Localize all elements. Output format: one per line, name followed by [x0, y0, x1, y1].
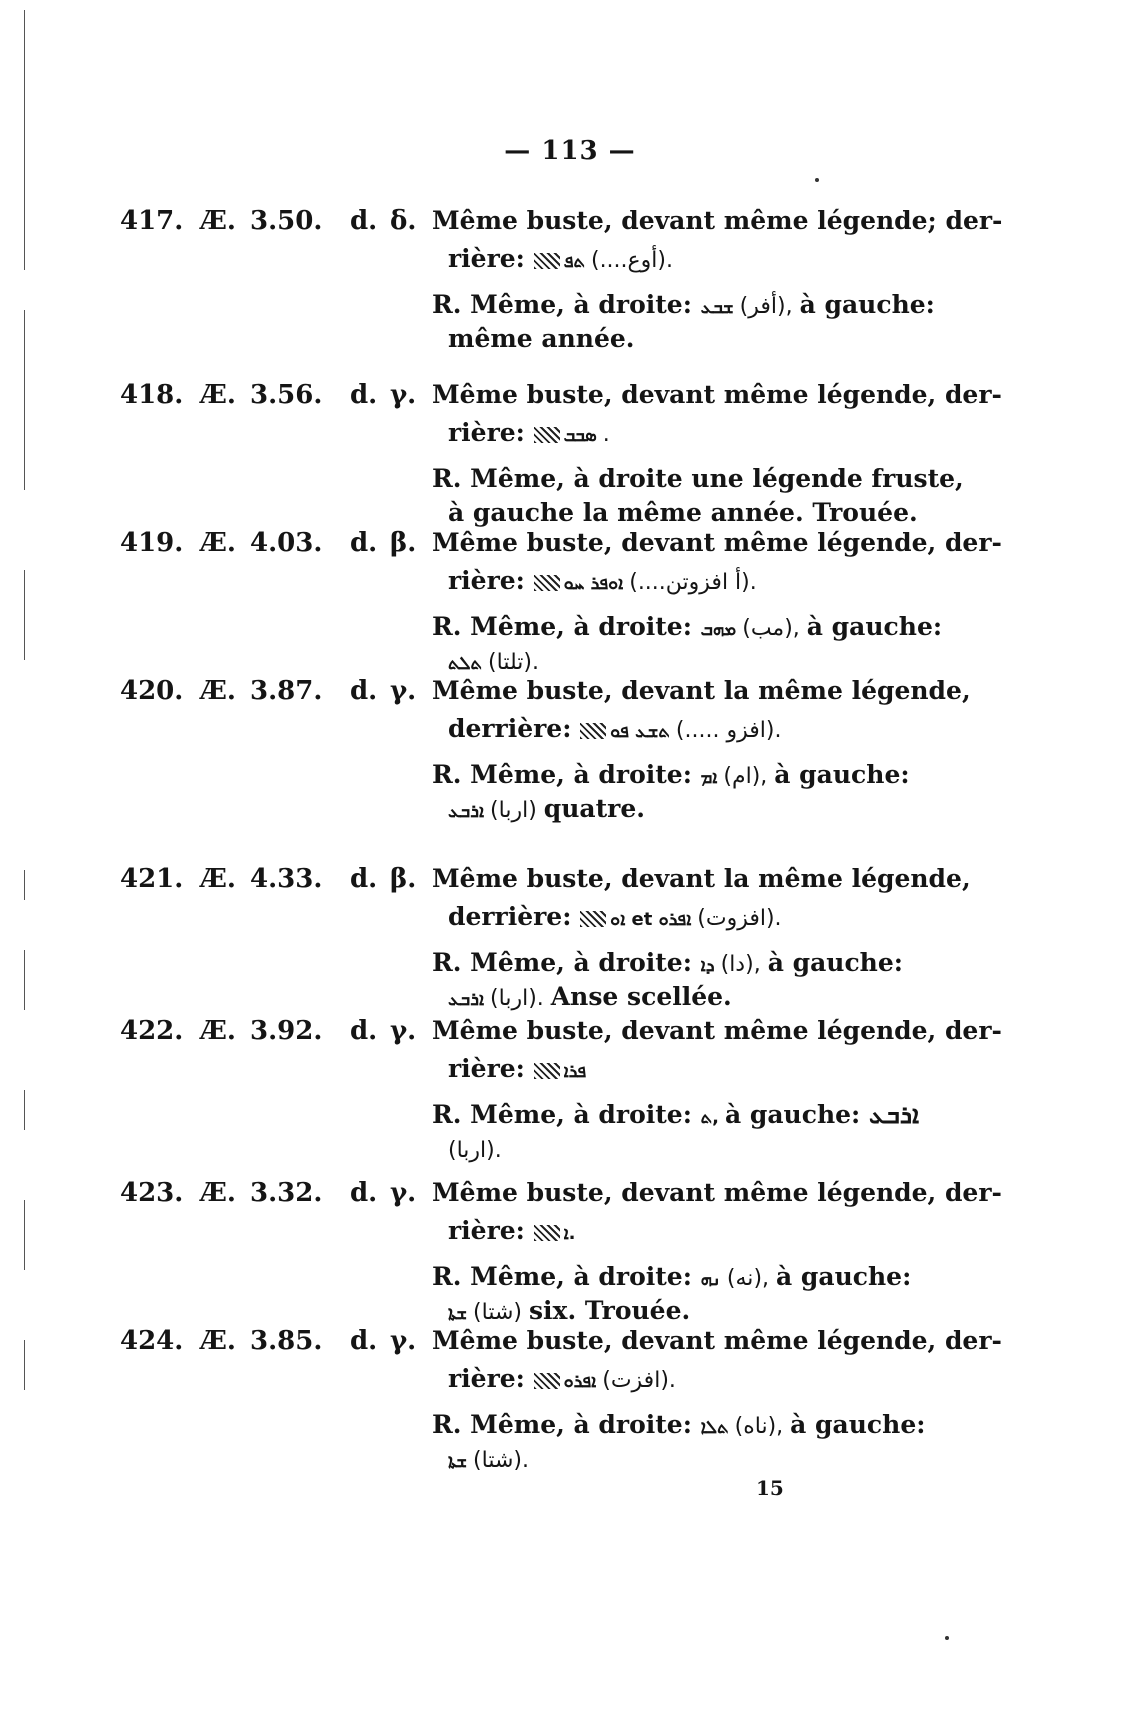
obverse-description: Même buste, devant même légende; der- — [432, 206, 1003, 235]
pahlavi-legend: ܐ. — [563, 1223, 576, 1244]
pahlavi-legend: ܬܦ — [563, 251, 585, 272]
worn-area — [580, 723, 606, 739]
pahlavi-legend: ܡܗܒ — [700, 619, 737, 640]
pahlavi-legend: ܫܒܥ — [700, 297, 734, 318]
metal-abbrev: Æ. — [200, 380, 236, 410]
reverse-description — [432, 464, 964, 493]
reverse-tail: à gauche: — [767, 948, 903, 977]
obverse-label: rière: — [448, 418, 534, 447]
reverse-text: R. Même, à droite: — [432, 1262, 701, 1291]
metal-abbrev: Æ. — [200, 676, 236, 706]
reverse-tail: à gauche: — [806, 612, 943, 641]
reverse-continuation — [448, 324, 635, 353]
pahlavi-legend: ܫܬܐ — [448, 1451, 468, 1472]
coin-weight: 4.33. — [250, 864, 323, 894]
reverse-note: quatre. — [543, 794, 645, 823]
obverse-legend-line — [448, 418, 610, 447]
obverse-description: Même buste, devant même légende, der- — [432, 1178, 1002, 1207]
obverse-label: derrière: — [448, 714, 581, 743]
metal-abbrev: Æ. — [200, 1178, 236, 1208]
reverse-continuation — [448, 1134, 502, 1163]
pahlavi-legend: ܐܘܦܪ ܚܘ — [563, 573, 624, 594]
entry-number: 424. — [120, 1326, 184, 1356]
die-letter: γ. — [390, 380, 417, 410]
reverse-description — [432, 290, 935, 319]
page-number: — 113 — — [504, 136, 636, 166]
entry-number: 420. — [120, 676, 184, 706]
die-letter: β. — [390, 864, 417, 894]
bust-direction: d. — [350, 1016, 378, 1046]
pahlavi-legend: ܫܬܐ — [448, 1303, 468, 1324]
obverse-label: rière: — [448, 1054, 534, 1083]
entry-number: 417. — [120, 206, 184, 236]
arabic-transcription: (ناه), — [734, 1414, 791, 1439]
arabic-transcription: (شتا) — [473, 1300, 529, 1325]
arabic-transcription: (..... افزو). — [675, 718, 782, 743]
reverse-tail: à gauche: — [774, 760, 910, 789]
pahlavi-legend: ܬ, — [700, 1107, 719, 1128]
obverse-description: Même buste, devant la même légende, — [432, 676, 971, 705]
reverse-description — [432, 948, 903, 977]
pahlavi-legend: ܣܒܒ — [563, 425, 597, 446]
obverse-legend-line — [448, 1216, 582, 1245]
reverse-description — [432, 612, 942, 641]
arabic-transcription: (اربا). — [490, 986, 551, 1011]
worn-area — [534, 1063, 560, 1079]
coin-weight: 3.56. — [250, 380, 323, 410]
reverse-description — [432, 1262, 911, 1291]
pahlavi-legend: ܬܠܬ — [448, 653, 483, 674]
reverse-text: R. Même, à droite: — [432, 760, 701, 789]
obverse-legend-line — [448, 902, 782, 931]
obverse-legend-line — [448, 1054, 592, 1083]
reverse-text: R. Même, à droite: — [432, 612, 701, 641]
pahlavi-legend: ܐܦܪܘ — [563, 1371, 597, 1392]
bust-direction: d. — [350, 528, 378, 558]
reverse-text: R. Même, à droite: — [432, 1410, 701, 1439]
metal-abbrev: Æ. — [200, 528, 236, 558]
reverse-note: même année. — [448, 324, 635, 353]
obverse-legend-line — [448, 566, 757, 595]
arabic-transcription: . — [602, 422, 610, 447]
arabic-transcription: (افزوت). — [697, 906, 782, 931]
reverse-continuation — [448, 1444, 529, 1473]
reverse-continuation — [448, 646, 539, 675]
worn-area — [534, 1373, 560, 1389]
bust-direction: d. — [350, 676, 378, 706]
worn-area — [534, 1225, 560, 1241]
signature-mark: 15 — [756, 1476, 784, 1500]
reverse-continuation — [448, 498, 918, 527]
obverse-legend-line — [448, 714, 781, 743]
coin-weight: 3.85. — [250, 1326, 323, 1356]
bust-direction: d. — [350, 380, 378, 410]
arabic-transcription: (ام), — [723, 764, 775, 789]
worn-area — [534, 427, 560, 443]
worn-area — [534, 575, 560, 591]
reverse-text: R. Même, à droite: — [432, 1100, 701, 1129]
arabic-transcription: (مب), — [742, 616, 807, 641]
arabic-transcription: (أفر), — [739, 294, 800, 319]
entry-number: 422. — [120, 1016, 184, 1046]
obverse-label: rière: — [448, 244, 534, 273]
entry-number: 419. — [120, 528, 184, 558]
pahlavi-legend: ܬܠܐ — [700, 1417, 729, 1438]
pahlavi-legend: ܬܫܥ ܦܘ — [610, 721, 670, 742]
reverse-text: R. Même, à droite: — [432, 290, 701, 319]
die-letter: δ. — [390, 206, 417, 236]
pahlavi-legend: ܐܪܒܥ — [448, 989, 485, 1010]
arabic-transcription: (اربا) — [490, 798, 544, 823]
coin-weight: 3.92. — [250, 1016, 323, 1046]
arabic-transcription: (....أوع). — [590, 248, 673, 273]
pahlavi-legend: ܢܗ — [700, 1269, 721, 1290]
pahlavi-legend: ܐܡ — [700, 767, 718, 788]
coin-weight: 3.50. — [250, 206, 323, 236]
arabic-transcription: (دا), — [720, 952, 768, 977]
entry-number: 423. — [120, 1178, 184, 1208]
arabic-transcription: (اربا). — [448, 1138, 502, 1163]
reverse-description — [432, 1410, 925, 1439]
coin-weight: 3.32. — [250, 1178, 323, 1208]
arabic-transcription: (شتا). — [473, 1448, 529, 1473]
reverse-text: R. Même, à droite une légende fruste, — [432, 464, 964, 493]
bust-direction: d. — [350, 1178, 378, 1208]
reverse-continuation — [448, 794, 645, 823]
pahlavi-legend: ܐܘ et ܐܦܪܘ — [610, 909, 692, 930]
metal-abbrev: Æ. — [200, 1016, 236, 1046]
worn-area — [580, 911, 606, 927]
bust-direction: d. — [350, 1326, 378, 1356]
reverse-tail: à gauche: ܐܪܒܥ — [724, 1100, 919, 1129]
obverse-label: rière: — [448, 1216, 534, 1245]
reverse-text: R. Même, à droite: — [432, 948, 701, 977]
arabic-transcription: (تلتا). — [488, 650, 539, 675]
entry-number: 421. — [120, 864, 184, 894]
obverse-label: rière: — [448, 1364, 534, 1393]
bust-direction: d. — [350, 206, 378, 236]
arabic-transcription: (....أ افزوتن). — [629, 570, 757, 595]
die-letter: β. — [390, 528, 417, 558]
reverse-note: six. Trouée. — [528, 1296, 691, 1325]
coin-weight: 3.87. — [250, 676, 323, 706]
obverse-description: Même buste, devant même légende, der- — [432, 380, 1002, 409]
worn-area — [534, 253, 560, 269]
entry-number: 418. — [120, 380, 184, 410]
obverse-description: Même buste, devant même légende, der- — [432, 528, 1002, 557]
arabic-transcription: (نه), — [726, 1266, 777, 1291]
metal-abbrev: Æ. — [200, 864, 236, 894]
obverse-legend-line — [448, 1364, 676, 1393]
die-letter: γ. — [390, 1326, 417, 1356]
obverse-label: derrière: — [448, 902, 581, 931]
pahlavi-legend: ܐܪܒܥ — [448, 801, 485, 822]
reverse-description — [432, 760, 910, 789]
speck — [815, 178, 819, 182]
pahlavi-legend: ܦܪܐ — [563, 1061, 587, 1082]
reverse-continuation — [448, 982, 732, 1011]
reverse-note: Anse scellée. — [550, 982, 732, 1011]
bust-direction: d. — [350, 864, 378, 894]
obverse-legend-line — [448, 244, 673, 273]
reverse-continuation — [448, 1296, 690, 1325]
metal-abbrev: Æ. — [200, 1326, 236, 1356]
obverse-description: Même buste, devant même légende, der- — [432, 1326, 1002, 1355]
coin-weight: 4.03. — [250, 528, 323, 558]
reverse-note: à gauche la même année. Trouée. — [448, 498, 918, 527]
metal-abbrev: Æ. — [200, 206, 236, 236]
arabic-transcription: (افزت). — [602, 1368, 676, 1393]
obverse-description: Même buste, devant même légende, der- — [432, 1016, 1002, 1045]
die-letter: γ. — [390, 1178, 417, 1208]
obverse-description: Même buste, devant la même légende, — [432, 864, 971, 893]
reverse-tail: à gauche: — [799, 290, 935, 319]
scan-gutter-line — [24, 10, 25, 1710]
reverse-tail: à gauche: — [776, 1262, 912, 1291]
reverse-tail: à gauche: — [790, 1410, 926, 1439]
speck — [945, 1636, 949, 1640]
pahlavi-legend: ܕܐ — [700, 955, 715, 976]
die-letter: γ. — [390, 1016, 417, 1046]
obverse-label: rière: — [448, 566, 534, 595]
die-letter: γ. — [390, 676, 417, 706]
reverse-description — [432, 1100, 919, 1130]
